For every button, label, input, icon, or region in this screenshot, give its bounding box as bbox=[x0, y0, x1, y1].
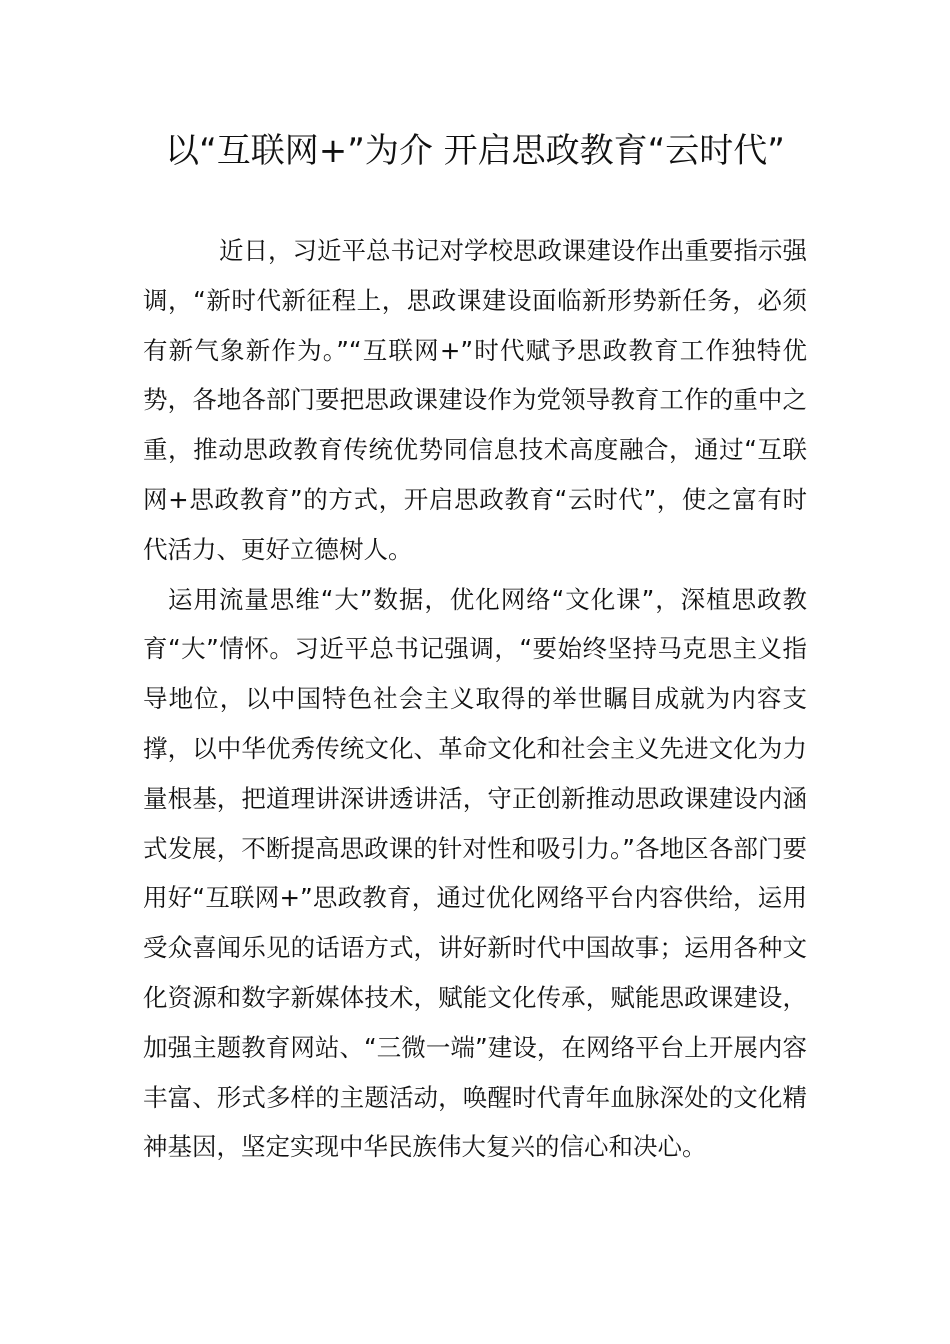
paragraph-intro: 近日，习近平总书记对学校思政课建设作出重要指示强调，“新时代新征程上，思政课建设面临新形势新任务，必须有新气象新作为。”“互联网+”时代赋予思政教育工作独特优势，各地各部门要把思政课建设作为党领导教育工作的重中之重，推动思政教育传统优势同信息技术高度融合，通过“互联网+思政教育”的方式，开启思政教育“云时代”，使之富有时代活力、更好立德树人。 bbox=[143, 236, 807, 564]
document-body bbox=[143, 226, 807, 1172]
document-title: 以“互联网+”为介 开启思政教育“云时代” bbox=[165, 131, 785, 171]
paragraph-culture: 运用流量思维“大”数据，优化网络“文化课”，深植思政教育“大”情怀。习近平总书记强调，“要始终坚持马克思主义指导地位，以中国特色社会主义取得的举世瞩目成就为内容支撑，以中华优秀传统文化、革命文化和社会主义先进文化为力量根基，把道理讲深讲透讲活，守正创新推动思政课建设内涵式发展，不断提高思政课的针对性和吸引力。”各地区各部门要用好“互联网+”思政教育，通过优化网络平台内容供给，运用受众喜闻乐见的话语方式，讲好新时代中国故事；运用各种文化资源和数字新媒体技术，赋能文化传承，赋能思政课建设，加强主题教育网站、“三微一端”建设，在网络平台上开展内容丰富、形式多样的主题活动，唤醒时代青年血脉深处的文化精神基因，坚定实现中华民族伟大复兴的信心和决心。 bbox=[143, 584, 807, 1162]
